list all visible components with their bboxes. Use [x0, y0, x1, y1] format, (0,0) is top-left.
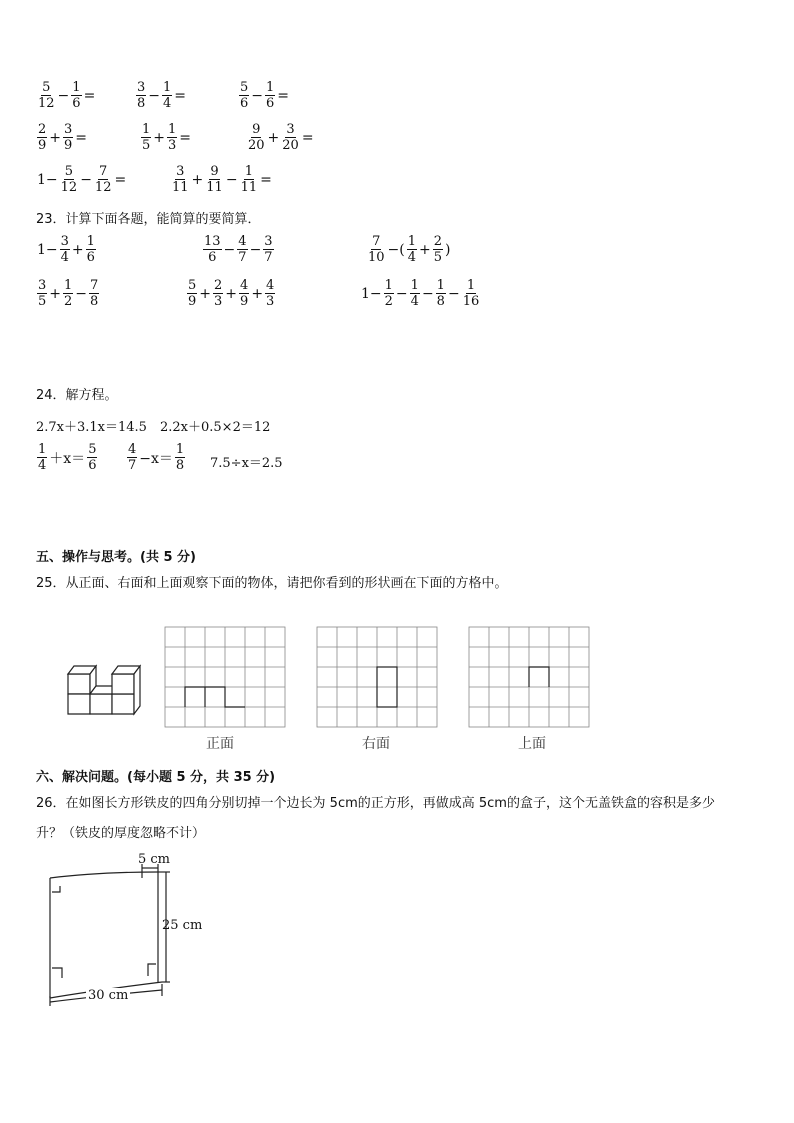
denominator: 8 [90, 294, 99, 309]
fraction [240, 164, 259, 195]
fraction [213, 278, 223, 309]
operator: ) [445, 241, 451, 258]
expr-6 [246, 122, 315, 153]
denominator: 12 [60, 180, 78, 195]
numerator: 7 [372, 234, 381, 249]
fraction [37, 278, 47, 309]
fraction [86, 234, 96, 265]
fraction [63, 122, 73, 153]
operator: = [75, 129, 88, 146]
denominator: 7 [264, 250, 273, 265]
operator: = [174, 87, 187, 104]
figure-label-right: 25 cm [162, 918, 203, 933]
grid-label-right: 右面 [362, 736, 390, 752]
q23-title: 23．计算下面各题，能简算的要简算． [36, 212, 261, 227]
numerator: 3 [286, 122, 295, 137]
numerator: 3 [60, 234, 69, 249]
q24-eq4 [126, 442, 186, 473]
figure-label-bottom: 30 cm [88, 988, 129, 1003]
numerator: 1 [466, 278, 476, 293]
fraction [60, 164, 79, 195]
fraction [433, 234, 443, 265]
operator: − [395, 285, 408, 302]
operator: + [225, 285, 238, 302]
q23-expr-6 [360, 278, 481, 309]
fraction [205, 164, 224, 195]
denominator: 11 [240, 180, 258, 195]
denominator: 12 [94, 180, 112, 195]
expr-1 [36, 80, 96, 111]
fraction [436, 278, 446, 309]
fraction [60, 234, 70, 265]
operator: = [301, 129, 314, 146]
numerator: 5 [42, 80, 51, 95]
operator: ＋x＝ [49, 450, 86, 467]
numerator: 4 [128, 442, 137, 457]
denominator: 5 [38, 294, 47, 309]
q23-expr-1 [36, 234, 97, 265]
denominator: 16 [462, 294, 480, 309]
q26-line2: 升？（铁皮的厚度忽略不计） [36, 826, 206, 841]
fraction [87, 442, 97, 473]
denominator: 6 [86, 250, 95, 265]
q23-expr-4 [36, 278, 100, 309]
numerator: 1 [410, 278, 419, 293]
operator: − [148, 87, 161, 104]
denominator: 6 [88, 458, 97, 473]
expr-8 [170, 164, 273, 195]
q24-eq3 [36, 442, 98, 473]
numerator: 9 [210, 164, 219, 179]
numerator: 2 [433, 234, 443, 249]
denominator: 10 [368, 250, 385, 265]
grid-top[interactable] [468, 626, 592, 728]
fraction [247, 122, 266, 153]
numerator: 1 [407, 234, 417, 249]
grid-label-top: 上面 [518, 736, 546, 752]
numerator: 3 [137, 80, 146, 95]
operator: −( [387, 241, 405, 258]
expr-4 [36, 122, 88, 153]
numerator: 2 [214, 278, 223, 293]
grid-right[interactable] [316, 626, 440, 728]
cube-figure [62, 658, 146, 718]
operator: = [114, 171, 127, 188]
operator: 1− [37, 171, 58, 188]
denominator: 6 [240, 96, 249, 111]
operator: + [191, 171, 204, 188]
numerator: 9 [252, 122, 261, 137]
section-6-heading: 六、解决问题。(每小题 5 分，共 35 分) [36, 770, 276, 785]
fraction [37, 80, 56, 111]
expr-7 [36, 164, 127, 195]
denominator: 9 [38, 138, 47, 153]
fraction [37, 122, 47, 153]
denominator: 20 [282, 138, 299, 153]
operator: + [49, 285, 62, 302]
q24-title: 24．解方程。 [36, 388, 118, 403]
fraction [175, 442, 185, 473]
expr-2 [135, 80, 187, 111]
denominator: 7 [238, 250, 247, 265]
fraction [281, 122, 300, 153]
fraction [167, 122, 177, 153]
denominator: 9 [64, 138, 73, 153]
fraction [162, 80, 172, 111]
fraction [63, 278, 73, 309]
numerator: 1 [38, 442, 47, 457]
denominator: 7 [128, 458, 137, 473]
fraction [89, 278, 99, 309]
denominator: 11 [172, 180, 189, 195]
numerator: 1 [142, 122, 151, 137]
numerator: 3 [38, 278, 47, 293]
q26-line1: 26．在如图长方形铁皮的四角分别切掉一个边长为 5cm的正方形，再做成高 5cm的盒子，这个无盖铁盒的容积是多少 [36, 796, 715, 811]
denominator: 8 [175, 458, 185, 473]
denominator: 5 [433, 250, 443, 265]
fraction [94, 164, 113, 195]
fraction [203, 234, 222, 265]
denominator: 9 [188, 294, 197, 309]
fraction [141, 122, 151, 153]
fraction [384, 278, 394, 309]
operator: − [447, 285, 460, 302]
numerator: 13 [204, 234, 221, 249]
operator: −x＝ [139, 450, 173, 467]
numerator: 4 [240, 278, 249, 293]
fraction [265, 278, 275, 309]
operator: − [421, 285, 434, 302]
operator: = [260, 171, 272, 188]
denominator: 4 [38, 458, 47, 473]
denominator: 2 [384, 294, 393, 309]
numerator: 1 [72, 80, 81, 95]
fraction [265, 80, 275, 111]
q23-expr-2 [202, 234, 275, 265]
numerator: 3 [264, 234, 273, 249]
numerator: 5 [64, 164, 74, 179]
numerator: 7 [90, 278, 99, 293]
fraction [71, 80, 81, 111]
numerator: 1 [175, 442, 185, 457]
expr-5 [140, 122, 192, 153]
operator: − [80, 171, 92, 188]
operator: = [179, 129, 192, 146]
fraction [367, 234, 386, 265]
fraction [239, 278, 249, 309]
operator: − [75, 285, 88, 302]
fraction [263, 234, 273, 265]
grid-front[interactable] [164, 626, 288, 728]
denominator: 20 [248, 138, 265, 153]
operator: + [71, 241, 84, 258]
operator: + [251, 285, 264, 302]
numerator: 1 [266, 80, 275, 95]
fraction [187, 278, 197, 309]
denominator: 6 [208, 250, 217, 265]
numerator: 7 [99, 164, 108, 179]
numerator: 1 [436, 278, 445, 293]
operator: − [223, 241, 236, 258]
numerator: 3 [64, 122, 73, 137]
fraction [127, 442, 137, 473]
q25-text: 25．从正面、右面和上面观察下面的物体，请把你看到的形状画在下面的方格中。 [36, 576, 508, 591]
denominator: 5 [142, 138, 151, 153]
numerator: 1 [86, 234, 95, 249]
denominator: 6 [72, 96, 81, 111]
numerator: 4 [266, 278, 275, 293]
denominator: 3 [214, 294, 223, 309]
denominator: 12 [38, 96, 55, 111]
numerator: 1 [163, 80, 172, 95]
denominator: 3 [168, 138, 177, 153]
denominator: 4 [60, 250, 69, 265]
q23-expr-3 [366, 234, 452, 265]
numerator: 5 [240, 80, 249, 95]
operator: = [277, 87, 290, 104]
operator: + [267, 129, 280, 146]
denominator: 11 [206, 180, 223, 195]
fraction [462, 278, 481, 309]
figure-label-top: 5 cm [138, 852, 171, 867]
q24-eq5: 7.5÷x＝2.5 [210, 456, 283, 471]
q24-eq1: 2.7x＋3.1x＝14.5 [36, 420, 147, 435]
operator: 1− [37, 241, 58, 258]
numerator: 1 [244, 164, 253, 179]
denominator: 4 [163, 96, 172, 111]
numerator: 5 [188, 278, 197, 293]
numerator: 5 [88, 442, 97, 457]
operator: + [153, 129, 166, 146]
numerator: 1 [64, 278, 73, 293]
operator: − [249, 241, 262, 258]
denominator: 8 [137, 96, 146, 111]
fraction [136, 80, 146, 111]
operator: 1− [361, 285, 382, 302]
denominator: 9 [240, 294, 249, 309]
q23-expr-5 [186, 278, 276, 309]
operator: − [57, 87, 70, 104]
numerator: 1 [168, 122, 177, 137]
operator: + [199, 285, 212, 302]
numerator: 3 [176, 164, 185, 179]
section-5-heading: 五、操作与思考。(共 5 分) [36, 550, 196, 565]
numerator: 1 [384, 278, 393, 293]
denominator: 4 [407, 250, 417, 265]
q24-eq2: 2.2x＋0.5×2＝12 [160, 420, 271, 435]
numerator: 2 [38, 122, 47, 137]
operator: − [251, 87, 264, 104]
fraction [171, 164, 190, 195]
operator: − [225, 171, 238, 188]
fraction [410, 278, 420, 309]
denominator: 8 [436, 294, 445, 309]
fraction [237, 234, 247, 265]
operator: = [83, 87, 96, 104]
fraction [239, 80, 249, 111]
grid-label-front: 正面 [206, 736, 234, 752]
fraction [407, 234, 417, 265]
numerator: 4 [238, 234, 247, 249]
denominator: 2 [64, 294, 73, 309]
denominator: 6 [266, 96, 275, 111]
denominator: 4 [410, 294, 419, 309]
operator: + [49, 129, 62, 146]
operator: + [419, 241, 431, 258]
expr-3 [238, 80, 290, 111]
fraction [37, 442, 47, 473]
denominator: 3 [266, 294, 275, 309]
